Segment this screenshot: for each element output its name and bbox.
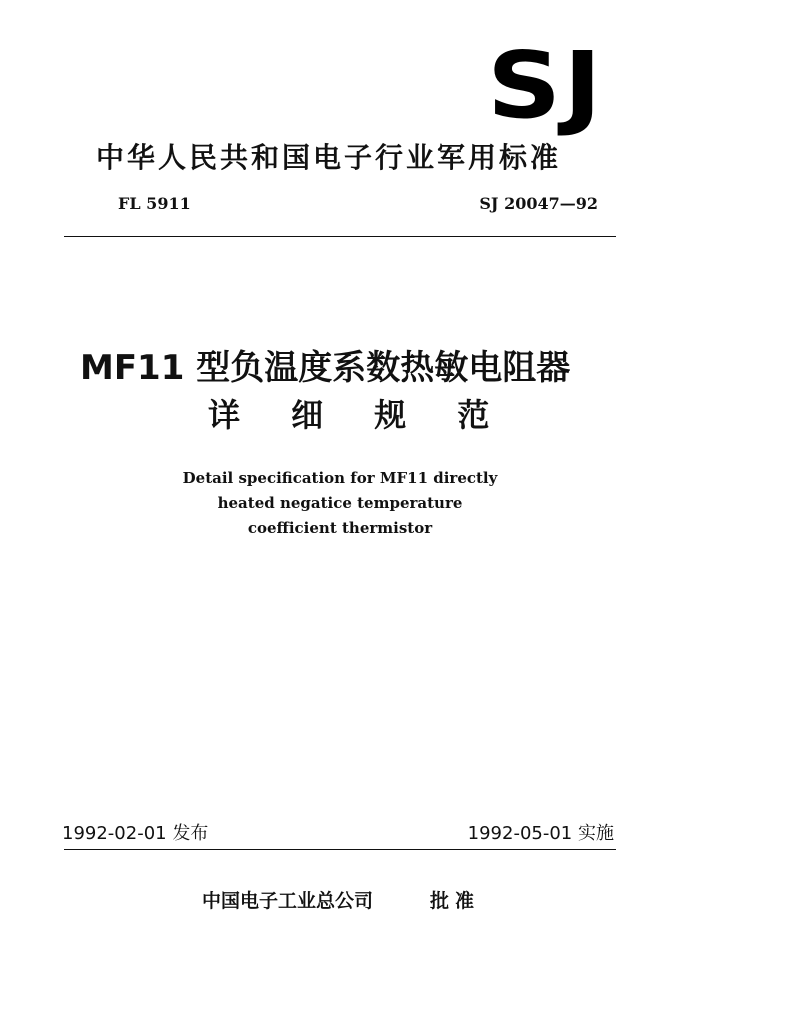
chinese-sub-title: 详 细 规 范 bbox=[208, 396, 510, 434]
effective-date: 1992-05-01 实施 bbox=[467, 823, 614, 844]
classification-code: FL 5911 bbox=[118, 194, 191, 213]
english-title bbox=[150, 466, 530, 541]
english-title-line: heated negatice temperature bbox=[217, 494, 463, 512]
footer-divider bbox=[64, 849, 616, 850]
header-divider bbox=[64, 236, 616, 237]
approve-label: 批准 bbox=[430, 890, 481, 912]
english-title-line: coefficient thermistor bbox=[247, 519, 433, 537]
approving-authority: 中国电子工业总公司 bbox=[202, 890, 374, 912]
organization-title: 中华人民共和国电子行业军用标准 bbox=[96, 141, 562, 174]
chinese-main-title: MF11 型负温度系数热敏电阻器 bbox=[80, 348, 571, 388]
sj-logo: SJ bbox=[486, 32, 604, 139]
standard-number: SJ 20047—92 bbox=[479, 194, 598, 213]
issue-date: 1992-02-01 发布 bbox=[62, 823, 209, 844]
english-title-line: Detail specification for MF11 directly bbox=[182, 469, 498, 487]
